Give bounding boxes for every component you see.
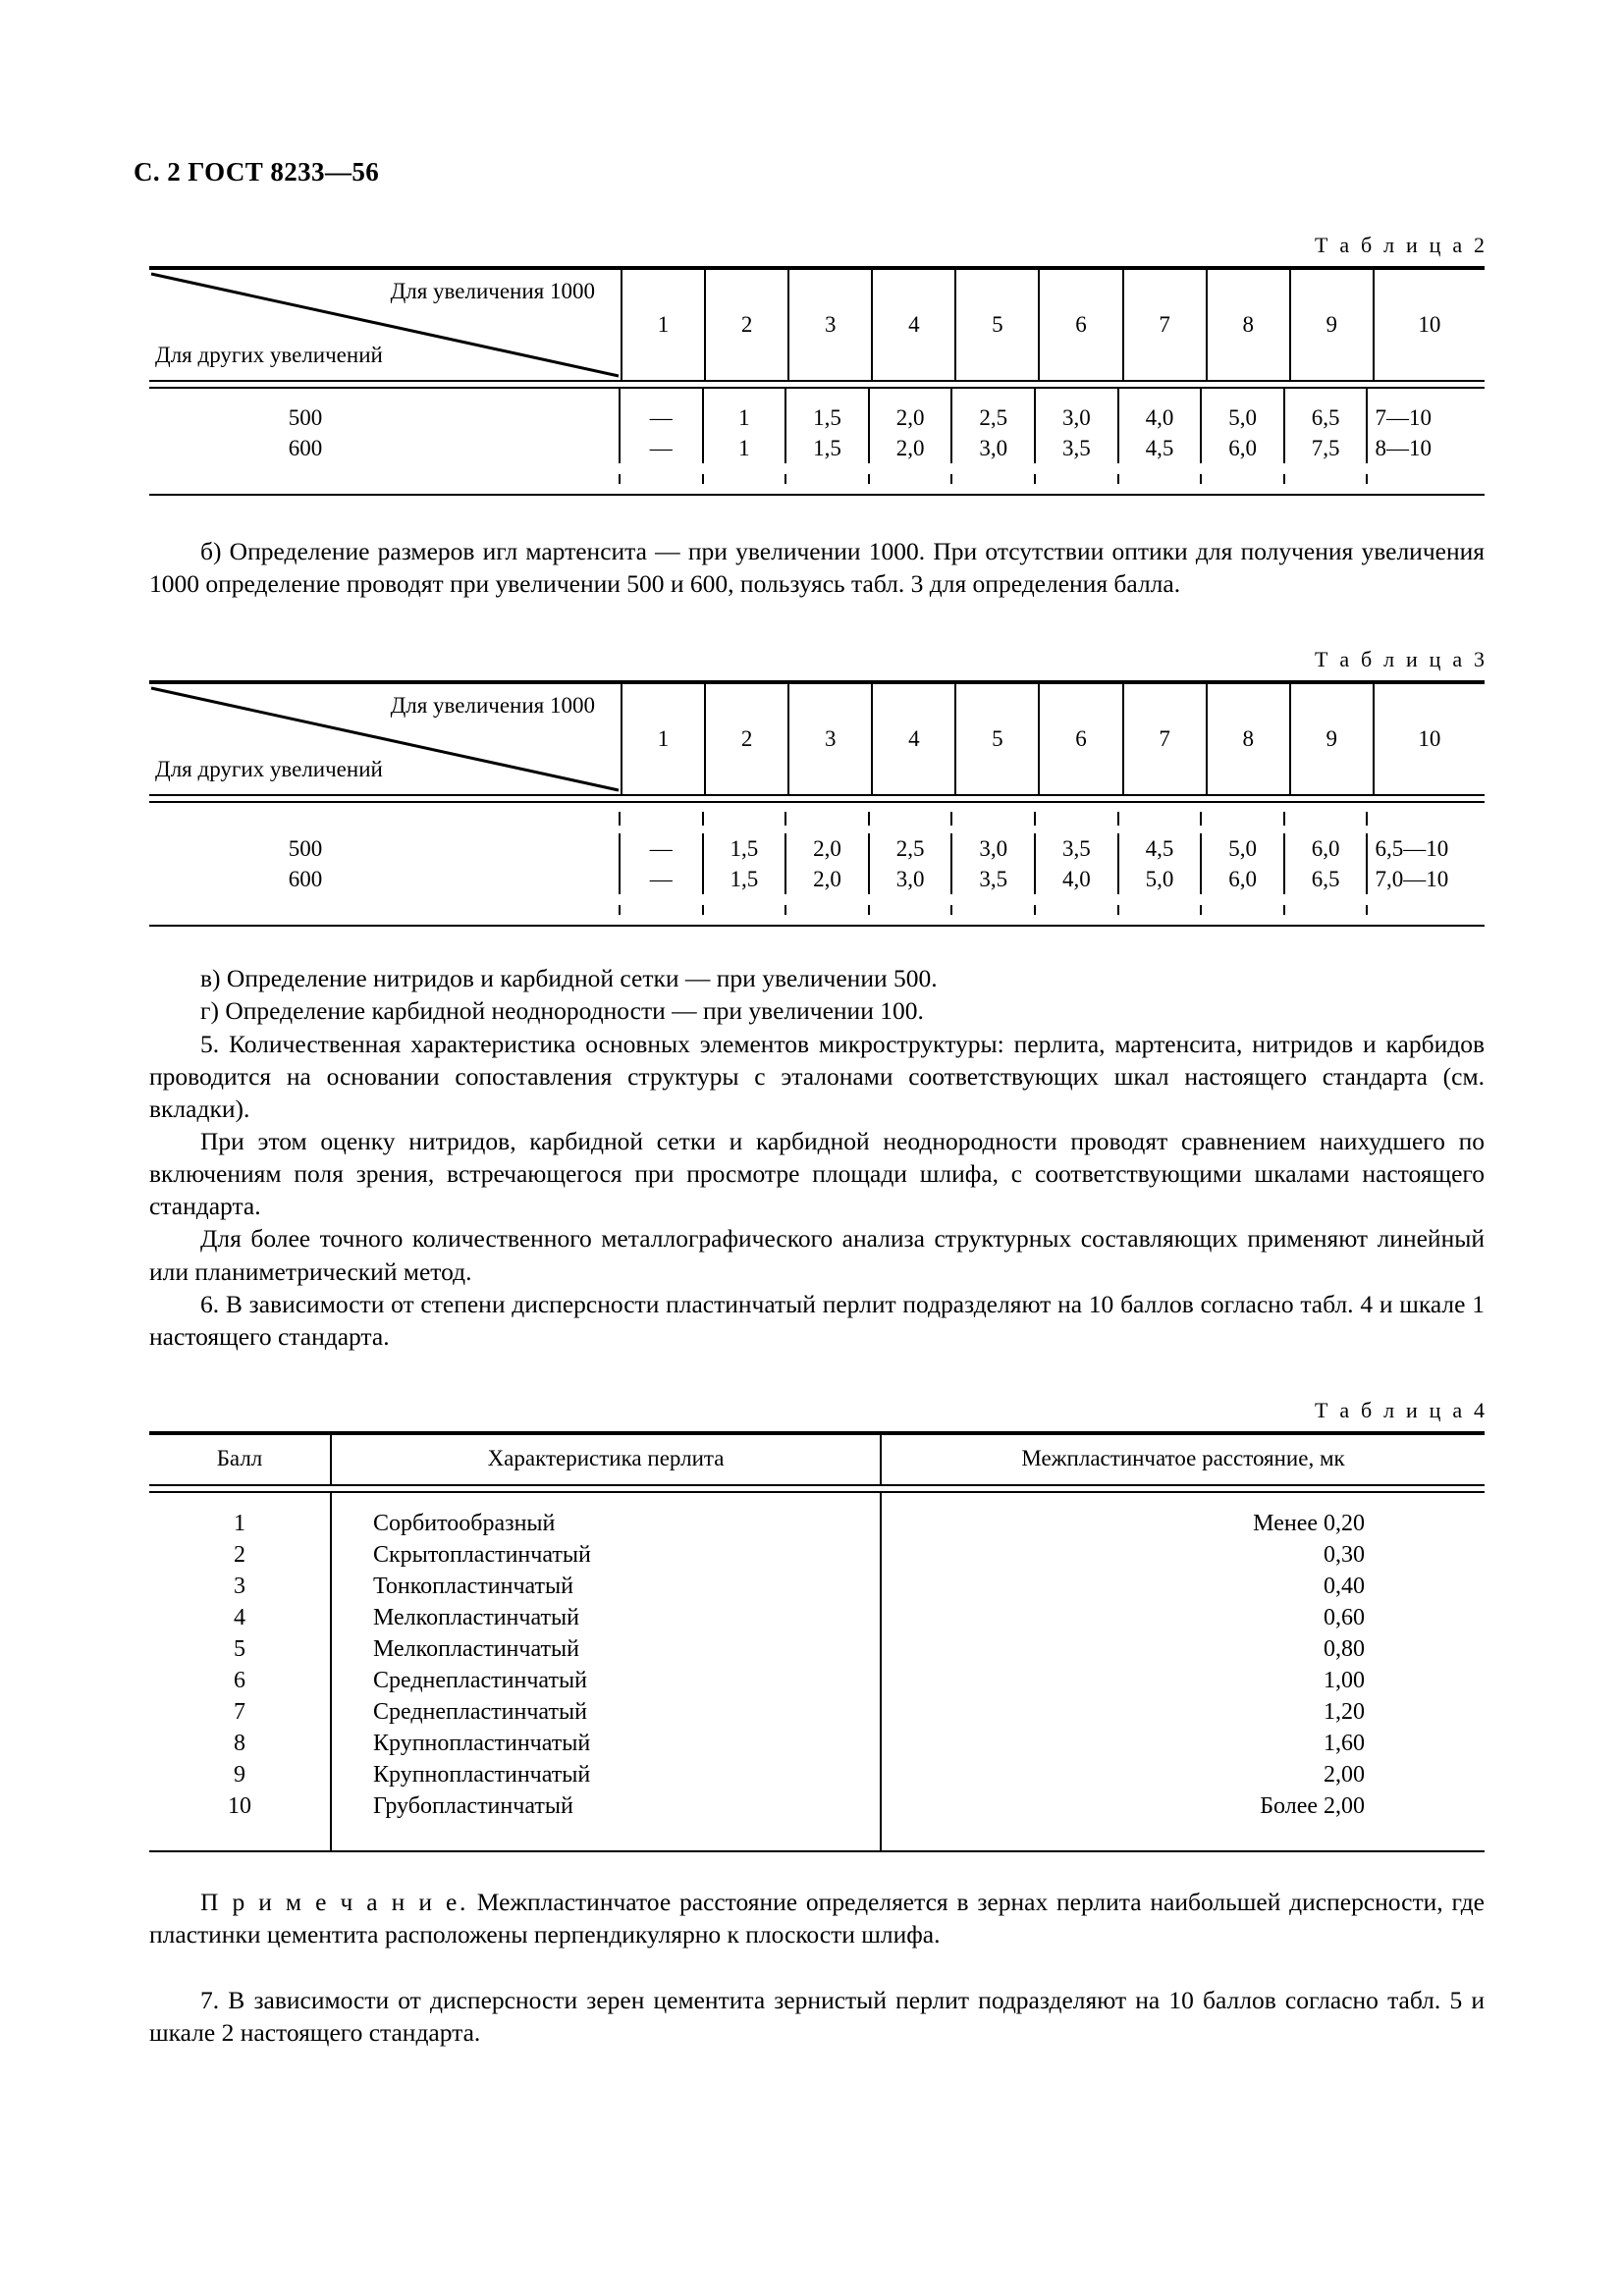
table3-cell: — xyxy=(621,864,704,894)
table2-spacer xyxy=(149,463,1485,494)
table3-column-header: 9 xyxy=(1291,684,1375,794)
table3-column-header: 4 xyxy=(873,684,956,794)
paragraph-g: г) Определение карбидной неоднородности — при увеличении 100. xyxy=(200,996,924,1026)
paragraph-6b: Для более точного количественного металлографического анализа структурных составляющих применяют линейный или планиметрический метод. xyxy=(149,1224,1485,1286)
table3-cell: 6,0 xyxy=(1202,864,1285,894)
table2-column-header: 5 xyxy=(956,270,1040,380)
table4-header-charact: Характеристика перлита xyxy=(331,1435,881,1484)
table-row xyxy=(149,1572,1485,1603)
page-content xyxy=(134,0,1485,2050)
table4-cell-charact: Крупнопластинчатый xyxy=(331,1760,881,1791)
page-header: С. 2 ГОСТ 8233—56 xyxy=(134,157,380,187)
note-text: Межпластинчатое расстояние определяется в зернах перлита наибольшей дисперсности, где пластинки цементита расположены перпендикулярно к плоскости шлифа. xyxy=(149,1887,1485,1949)
table4-caption-word: Т а б л и ц а xyxy=(1315,1397,1474,1422)
table3-cell: 2,0 xyxy=(786,864,870,894)
table4-cell-charact: Среднепластинчатый xyxy=(331,1666,881,1697)
table4-cell-ball: 4 xyxy=(149,1603,331,1634)
table4-cell-charact: Мелкопластинчатый xyxy=(331,1603,881,1634)
table3-cell: 1,5 xyxy=(704,833,787,864)
table3-column-header: 2 xyxy=(706,684,789,794)
table2-column-header: 10 xyxy=(1418,312,1441,337)
table-row xyxy=(149,1509,1485,1540)
table3-cell: 2,5 xyxy=(870,833,953,864)
table3-cell: 1,5 xyxy=(704,864,787,894)
table4-cell-distance: 0,80 xyxy=(1324,1636,1365,1663)
table3 xyxy=(149,680,1485,927)
table3-corner-cell xyxy=(149,684,622,794)
table4-header-row xyxy=(149,1435,1485,1484)
table3-column-header: 7 xyxy=(1124,684,1208,794)
table2-spacer xyxy=(149,389,1485,402)
table3-cell: 3,5 xyxy=(952,864,1036,894)
table2-header-rule xyxy=(149,380,1485,389)
table4-cell-charact: Тонкопластинчатый xyxy=(331,1572,881,1603)
table2-cell: 7,5 xyxy=(1285,433,1369,463)
table4-caption-number: 4 xyxy=(1474,1397,1485,1422)
table3-header-rule xyxy=(149,794,1485,803)
table2-cell: 3,5 xyxy=(1036,433,1119,463)
table3-caption-number: 3 xyxy=(1474,647,1485,672)
table3-cell: 3,0 xyxy=(952,833,1036,864)
table4-cell-distance: 1,60 xyxy=(1324,1731,1365,1757)
table3-cell: 3,5 xyxy=(1036,833,1119,864)
table3-spacer xyxy=(149,894,1485,925)
table-row xyxy=(149,1603,1485,1634)
table-row xyxy=(149,1729,1485,1760)
table4-note xyxy=(149,1886,1485,1950)
table2-cell: 5,0 xyxy=(1202,402,1285,433)
table3-caption-word: Т а б л и ц а xyxy=(1315,647,1474,672)
table2-header-row xyxy=(149,270,1485,380)
table2-column-header: 9 xyxy=(1291,270,1375,380)
table3-cell: 5,0 xyxy=(1202,833,1285,864)
table2-cell: 2,0 xyxy=(870,433,953,463)
table4-cell-charact: Крупнопластинчатый xyxy=(331,1729,881,1760)
table-row xyxy=(149,1666,1485,1697)
table2-corner-cell xyxy=(149,270,622,380)
table2-caption xyxy=(149,233,1485,258)
table3-cell: 6,5 xyxy=(1285,864,1369,894)
table3-corner-bottom-label: Для других увеличений xyxy=(155,757,383,782)
table3-corner-top-label: Для увеличения 1000 xyxy=(390,693,595,719)
table3-cell: 6,5—10 xyxy=(1375,835,1449,861)
table2-caption-word: Т а б л и ц а xyxy=(1315,233,1474,257)
table3-cell: 5,0 xyxy=(1119,864,1203,894)
table4-cell-ball: 6 xyxy=(149,1666,331,1697)
table4-cell-distance: Более 2,00 xyxy=(1260,1793,1365,1820)
table-row xyxy=(149,1760,1485,1791)
table4-cell-distance: 0,60 xyxy=(1324,1605,1365,1631)
paragraph-5: 5. Количественная характеристика основных элементов микроструктуры: перлита, мартенсита, нитридов и карбидов проводится на основании сопоставления структуры с эталонами соответствующих шкал настоящего стандарта (см. вкладки). xyxy=(149,1029,1485,1123)
table3-column-header: 3 xyxy=(789,684,873,794)
table4-cell-ball: 1 xyxy=(149,1509,331,1540)
table3-cell: 4,5 xyxy=(1119,833,1203,864)
table3-column-header: 5 xyxy=(956,684,1040,794)
table3-spacer xyxy=(149,803,1485,833)
table4-header-rule xyxy=(149,1484,1485,1493)
table4-cell-ball: 10 xyxy=(149,1791,331,1823)
table2-cell: 4,5 xyxy=(1119,433,1203,463)
table3-column-header: 8 xyxy=(1208,684,1291,794)
table4-cell-charact: Среднепластинчатый xyxy=(331,1697,881,1729)
table2-cell: 1,5 xyxy=(786,433,870,463)
note-lead: П р и м е ч а н и е. xyxy=(200,1887,468,1916)
paragraph-6c: 6. В зависимости от степени дисперсности пластинчатый перлит подразделяют на 10 баллов согласно табл. 4 и шкале 1 настоящего стандарта. xyxy=(149,1289,1485,1351)
table2-cell: 3,0 xyxy=(1036,402,1119,433)
table4-cell-ball: 8 xyxy=(149,1729,331,1760)
table2-row xyxy=(149,433,1485,463)
table2-caption-number: 2 xyxy=(1474,233,1485,257)
table4-cell-charact: Мелкопластинчатый xyxy=(331,1634,881,1666)
table3-row-head: 500 xyxy=(149,833,621,864)
table2-cell: 1 xyxy=(704,402,787,433)
table2-cell: 4,0 xyxy=(1119,402,1203,433)
table2-corner-bottom-label: Для других увеличений xyxy=(155,343,383,367)
table3-body xyxy=(149,803,1485,925)
table2-column-header: 6 xyxy=(1040,270,1123,380)
table2-column-header: 2 xyxy=(706,270,789,380)
table3-cell: 4,0 xyxy=(1036,864,1119,894)
table-row xyxy=(149,1634,1485,1666)
table-row xyxy=(149,1540,1485,1572)
table2-column-header: 4 xyxy=(873,270,956,380)
table3-row-head: 600 xyxy=(149,864,621,894)
table2-cell: 6,5 xyxy=(1285,402,1369,433)
paragraph-7: 7. В зависимости от дисперсности зерен цементита зернистый перлит подразделяют на 10 баллов согласно табл. 5 и шкале 2 настоящего стандарта. xyxy=(149,1986,1485,2048)
table2-row-head: 600 xyxy=(149,433,621,463)
table4-cell-ball: 9 xyxy=(149,1760,331,1791)
table3-cell: 6,0 xyxy=(1285,833,1369,864)
table2-column-header: 3 xyxy=(789,270,873,380)
table3-cell: 2,0 xyxy=(786,833,870,864)
table4 xyxy=(149,1431,1485,1852)
table3-column-header: 10 xyxy=(1418,726,1441,752)
table4-header-distance: Межпластинчатое расстояние, мк xyxy=(1021,1445,1345,1470)
table4-cell-ball: 3 xyxy=(149,1572,331,1603)
table-row xyxy=(149,1791,1485,1823)
table4-cell-charact: Сорбитообразный xyxy=(331,1509,881,1540)
table2-column-header: 1 xyxy=(622,270,706,380)
paragraph-v: в) Определение нитридов и карбидной сетки — при увеличении 500. xyxy=(200,964,938,993)
table2-cell: 2,0 xyxy=(870,402,953,433)
table3-column-header: 1 xyxy=(622,684,706,794)
table2-cell: — xyxy=(621,402,704,433)
table3-caption xyxy=(149,647,1485,672)
paragraph-6a: При этом оценку нитридов, карбидной сетки и карбидной неоднородности проводят сравнением наихудшего по включениям поля зрения, встречающегося при просмотре площади шлифа, с соответствующими шкалами настоящего стандарта. xyxy=(149,1126,1485,1221)
table2-corner-top-label: Для увеличения 1000 xyxy=(390,279,595,303)
table4-cell-ball: 2 xyxy=(149,1540,331,1572)
table4-cell-distance: 1,00 xyxy=(1324,1668,1365,1694)
table2-cell: 8—10 xyxy=(1375,435,1432,460)
table4-cell-charact: Скрытопластинчатый xyxy=(331,1540,881,1572)
table3-cell: 7,0—10 xyxy=(1375,866,1449,891)
table2-cell: 3,0 xyxy=(952,433,1036,463)
table4-cell-distance: Менее 0,20 xyxy=(1253,1511,1365,1537)
table2-column-header: 8 xyxy=(1208,270,1291,380)
table3-header-row xyxy=(149,684,1485,794)
paragraph-b: б) Определение размеров игл мартенсита — при увеличении 1000. При отсутствии оптики для получения увеличения 1000 определение проводят при увеличении 500 и 600, пользуясь табл. 3 для определения балла. xyxy=(149,537,1485,599)
table2-cell: — xyxy=(621,433,704,463)
table4-spacer xyxy=(149,1823,1485,1850)
table4-header-ball: Балл xyxy=(149,1435,331,1484)
table2-row xyxy=(149,402,1485,433)
table4-cell-charact: Грубопластинчатый xyxy=(331,1791,881,1823)
table2-body xyxy=(149,389,1485,494)
table-row xyxy=(149,1697,1485,1729)
table2-cell: 1,5 xyxy=(786,402,870,433)
table2 xyxy=(149,266,1485,496)
table3-row xyxy=(149,864,1485,894)
table2-cell: 1 xyxy=(704,433,787,463)
table4-cell-ball: 7 xyxy=(149,1697,331,1729)
table4-cell-distance: 0,30 xyxy=(1324,1542,1365,1569)
table4-cell-distance: 1,20 xyxy=(1324,1699,1365,1726)
table4-spacer xyxy=(149,1493,1485,1509)
table4-cell-ball: 5 xyxy=(149,1634,331,1666)
table3-cell: — xyxy=(621,833,704,864)
table2-cell: 7—10 xyxy=(1375,404,1432,430)
table4-cell-distance: 0,40 xyxy=(1324,1574,1365,1600)
table2-cell: 2,5 xyxy=(952,402,1036,433)
table4-caption xyxy=(149,1398,1485,1423)
table3-bottom-rule xyxy=(149,925,1485,927)
table2-bottom-rule xyxy=(149,494,1485,496)
table2-row-head: 500 xyxy=(149,402,621,433)
table3-row xyxy=(149,833,1485,864)
table3-cell: 3,0 xyxy=(870,864,953,894)
table2-cell: 6,0 xyxy=(1202,433,1285,463)
table3-column-header: 6 xyxy=(1040,684,1123,794)
table4-cell-distance: 2,00 xyxy=(1324,1762,1365,1789)
table2-column-header: 7 xyxy=(1124,270,1208,380)
